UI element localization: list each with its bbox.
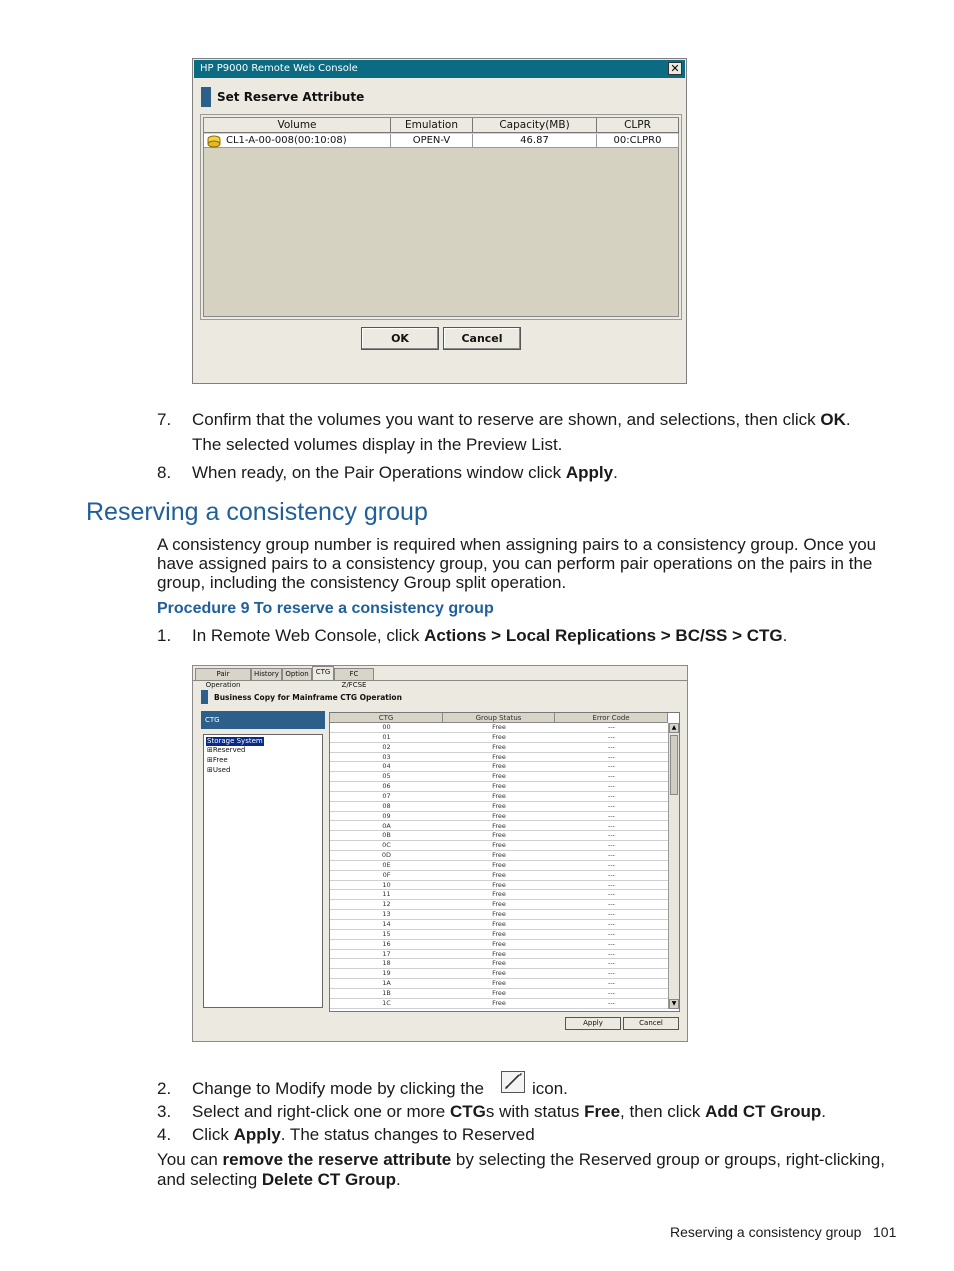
cell-ctg: 03 xyxy=(330,753,443,763)
cell-error-code: --- xyxy=(555,812,668,822)
cell-group-status: Free xyxy=(443,743,555,753)
column-header-capacity[interactable]: Capacity(MB) xyxy=(473,118,597,133)
cell-ctg: 16 xyxy=(330,940,443,950)
volume-icon xyxy=(206,134,222,148)
cell-error-code: --- xyxy=(555,969,668,979)
column-header-clpr[interactable]: CLPR xyxy=(597,118,679,133)
tree-node-storage-system[interactable]: Storage System xyxy=(207,737,263,745)
cell-group-status: Free xyxy=(443,910,555,920)
tab-ctg[interactable]: CTG xyxy=(312,666,334,681)
cell-error-code: --- xyxy=(555,910,668,920)
cell-ctg: 0B xyxy=(330,831,443,841)
section-heading: Reserving a consistency group xyxy=(86,498,428,526)
cell-ctg: 11 xyxy=(330,890,443,900)
cell-ctg: 00 xyxy=(330,723,443,733)
page-number: 101 xyxy=(873,1224,897,1240)
step-2-text-end: icon. xyxy=(532,1079,568,1098)
step-1-text: In Remote Web Console, click Actions > Local Replications > BC/SS > CTG. xyxy=(192,626,788,645)
cell-group-status: Free xyxy=(443,959,555,969)
note-line-2: and selecting Delete CT Group. xyxy=(157,1170,401,1189)
cell-ctg: 0C xyxy=(330,841,443,851)
cell-error-code: --- xyxy=(555,822,668,832)
step-3-text: Select and right-click one or more CTGs with status Free, then click Add CT Group. xyxy=(192,1102,826,1121)
cell-group-status: Free xyxy=(443,940,555,950)
footer-title: Reserving a consistency group xyxy=(670,1224,862,1240)
step-1-number: 1. xyxy=(157,626,172,645)
cell-group-status: Free xyxy=(443,851,555,861)
ctg-table xyxy=(329,712,680,1012)
scroll-up-icon[interactable]: ▲ xyxy=(669,723,679,733)
tree-node-used[interactable]: ⊞Used xyxy=(207,766,231,774)
cell-capacity: 46.87 xyxy=(473,134,597,148)
column-header-emulation[interactable]: Emulation xyxy=(391,118,473,133)
tree-node-free[interactable]: ⊞Free xyxy=(207,756,228,764)
cell-error-code: --- xyxy=(555,772,668,782)
cell-error-code: --- xyxy=(555,861,668,871)
cell-ctg: 10 xyxy=(330,881,443,891)
dialog-header: Set Reserve Attribute xyxy=(217,90,365,104)
note-line-1: You can remove the reserve attribute by selecting the Reserved group or groups, right-clicking, xyxy=(157,1150,885,1169)
panel-header: Business Copy for Mainframe CTG Operation xyxy=(214,693,402,702)
cell-ctg: 05 xyxy=(330,772,443,782)
cell-group-status: Free xyxy=(443,753,555,763)
cell-ctg: 02 xyxy=(330,743,443,753)
cell-group-status: Free xyxy=(443,881,555,891)
step-7-number: 7. xyxy=(157,410,172,429)
cell-error-code: --- xyxy=(555,871,668,881)
ctg-operation-panel xyxy=(192,665,688,1042)
volume-table xyxy=(203,117,679,317)
ctg-section-title: CTG xyxy=(201,711,325,729)
cell-error-code: --- xyxy=(555,989,668,999)
cell-error-code: --- xyxy=(555,782,668,792)
intro-paragraph-line-1: A consistency group number is required when assigning pairs to a consistency group. Once you xyxy=(157,535,877,554)
cell-error-code: --- xyxy=(555,979,668,989)
cell-group-status: Free xyxy=(443,802,555,812)
cell-group-status: Free xyxy=(443,831,555,841)
cell-error-code: --- xyxy=(555,792,668,802)
step-3-number: 3. xyxy=(157,1102,172,1121)
tab-pair-operation[interactable]: Pair Operation xyxy=(195,668,251,681)
scroll-down-icon[interactable]: ▼ xyxy=(669,999,679,1009)
cell-emulation: OPEN-V xyxy=(391,134,473,148)
cell-group-status: Free xyxy=(443,782,555,792)
cell-group-status: Free xyxy=(443,762,555,772)
cell-error-code: --- xyxy=(555,733,668,743)
step-8-number: 8. xyxy=(157,463,172,482)
cell-group-status: Free xyxy=(443,999,555,1009)
cell-group-status: Free xyxy=(443,900,555,910)
cell-ctg: 0E xyxy=(330,861,443,871)
procedure-title: Procedure 9 To reserve a consistency group xyxy=(157,600,494,617)
tab-history[interactable]: History xyxy=(251,668,282,681)
apply-button[interactable]: Apply xyxy=(565,1017,621,1030)
cell-group-status: Free xyxy=(443,969,555,979)
cell-group-status: Free xyxy=(443,772,555,782)
cell-error-code: --- xyxy=(555,999,668,1009)
cell-ctg: 15 xyxy=(330,930,443,940)
column-header-group-status[interactable]: Group Status xyxy=(443,713,555,723)
step-7-text: Confirm that the volumes you want to reserve are shown, and selections, then click OK. xyxy=(192,410,851,429)
cell-group-status: Free xyxy=(443,920,555,930)
step-4-number: 4. xyxy=(157,1125,172,1144)
tree-node-reserved[interactable]: ⊞Reserved xyxy=(207,746,246,754)
modify-mode-icon[interactable] xyxy=(501,1071,525,1093)
cell-group-status: Free xyxy=(443,792,555,802)
cell-group-status: Free xyxy=(443,812,555,822)
cell-error-code: --- xyxy=(555,881,668,891)
cell-group-status: Free xyxy=(443,723,555,733)
close-icon[interactable]: ✕ xyxy=(668,62,682,75)
header-accent-bar xyxy=(201,690,208,704)
cell-clpr: 00:CLPR0 xyxy=(597,134,679,148)
ok-button[interactable]: OK xyxy=(361,327,439,350)
cell-error-code: --- xyxy=(555,743,668,753)
cell-ctg: 09 xyxy=(330,812,443,822)
scroll-thumb[interactable] xyxy=(670,735,678,795)
cell-ctg: 07 xyxy=(330,792,443,802)
tab-divider xyxy=(193,680,687,681)
column-header-error-code[interactable]: Error Code xyxy=(555,713,668,723)
cell-group-status: Free xyxy=(443,822,555,832)
cell-ctg: 12 xyxy=(330,900,443,910)
cell-error-code: --- xyxy=(555,802,668,812)
cell-error-code: --- xyxy=(555,723,668,733)
cell-group-status: Free xyxy=(443,930,555,940)
cell-ctg: 18 xyxy=(330,959,443,969)
cell-ctg: 08 xyxy=(330,802,443,812)
cell-group-status: Free xyxy=(443,979,555,989)
expand-icon[interactable]: ⊞ xyxy=(207,756,213,764)
cell-group-status: Free xyxy=(443,861,555,871)
tab-option[interactable]: Option xyxy=(282,668,312,681)
cell-error-code: --- xyxy=(555,959,668,969)
header-accent-bar xyxy=(201,87,211,107)
tab-fc-zfcse[interactable]: FC Z/FCSE xyxy=(334,668,374,681)
cell-group-status: Free xyxy=(443,871,555,881)
cell-ctg: 1B xyxy=(330,989,443,999)
cell-ctg: 1A xyxy=(330,979,443,989)
cell-ctg: 06 xyxy=(330,782,443,792)
cell-ctg: 1C xyxy=(330,999,443,1009)
cell-ctg: 0D xyxy=(330,851,443,861)
cell-group-status: Free xyxy=(443,733,555,743)
step-2-number: 2. xyxy=(157,1079,172,1098)
cell-ctg: 0A xyxy=(330,822,443,832)
dialog-title-bar: HP P9000 Remote Web Console xyxy=(194,60,685,78)
step-8-text: When ready, on the Pair Operations window click Apply. xyxy=(192,463,618,482)
cell-error-code: --- xyxy=(555,940,668,950)
intro-paragraph-line-2: have assigned pairs to a consistency group, you can perform pair operations on the pairs in the xyxy=(157,554,873,573)
column-header-ctg[interactable]: CTG xyxy=(330,713,443,723)
cell-error-code: --- xyxy=(555,841,668,851)
cell-error-code: --- xyxy=(555,753,668,763)
cell-group-status: Free xyxy=(443,989,555,999)
cell-ctg: 17 xyxy=(330,950,443,960)
expand-icon[interactable]: ⊞ xyxy=(207,746,213,754)
cell-group-status: Free xyxy=(443,950,555,960)
cell-error-code: --- xyxy=(555,930,668,940)
cell-error-code: --- xyxy=(555,762,668,772)
cell-ctg: 19 xyxy=(330,969,443,979)
step-7-subtext: The selected volumes display in the Preview List. xyxy=(192,435,563,454)
cancel-button[interactable]: Cancel xyxy=(443,327,521,350)
cell-error-code: --- xyxy=(555,890,668,900)
cell-error-code: --- xyxy=(555,900,668,910)
set-reserve-attribute-dialog xyxy=(192,58,687,384)
cell-volume: CL1-A-00-008(00:10:08) xyxy=(204,134,391,148)
cell-group-status: Free xyxy=(443,841,555,851)
cell-ctg: 01 xyxy=(330,733,443,743)
expand-icon[interactable]: ⊞ xyxy=(207,766,213,774)
vertical-scrollbar[interactable] xyxy=(668,723,679,1009)
cell-error-code: --- xyxy=(555,831,668,841)
cell-error-code: --- xyxy=(555,950,668,960)
intro-paragraph-line-3: group, including the consistency Group split operation. xyxy=(157,573,567,592)
cell-error-code: --- xyxy=(555,851,668,861)
cell-group-status: Free xyxy=(443,890,555,900)
cell-ctg: 04 xyxy=(330,762,443,772)
cell-ctg: 14 xyxy=(330,920,443,930)
cell-ctg: 0F xyxy=(330,871,443,881)
step-4-text: Click Apply. The status changes to Reserved xyxy=(192,1125,535,1144)
column-header-volume[interactable]: Volume xyxy=(204,118,391,133)
cell-error-code: --- xyxy=(555,920,668,930)
storage-tree xyxy=(203,734,323,1008)
cancel-button[interactable]: Cancel xyxy=(623,1017,679,1030)
step-2-text: Change to Modify mode by clicking the xyxy=(192,1079,484,1098)
cell-ctg: 13 xyxy=(330,910,443,920)
